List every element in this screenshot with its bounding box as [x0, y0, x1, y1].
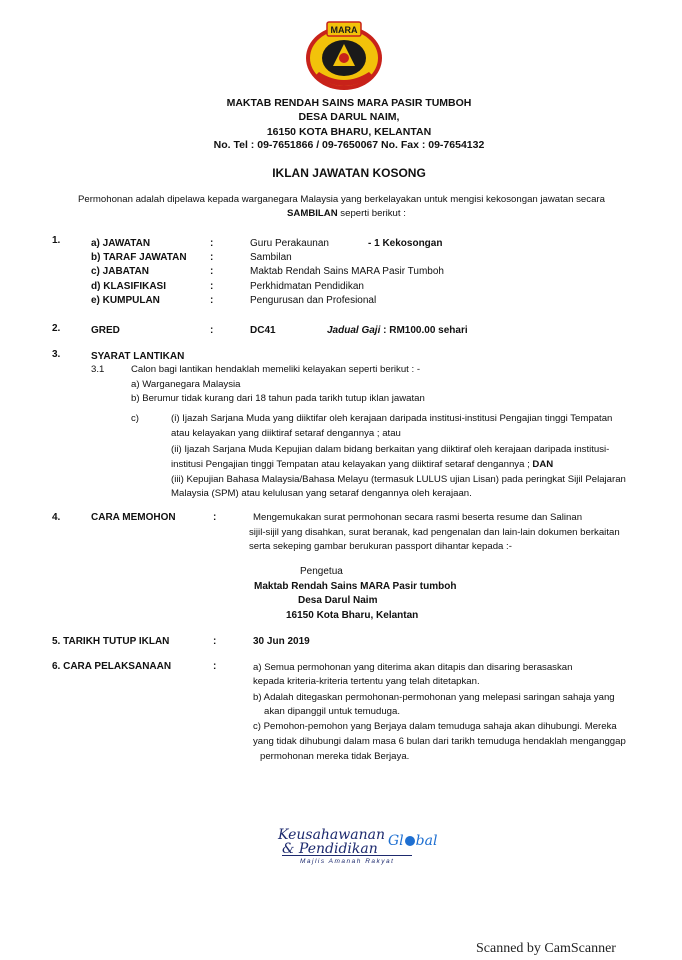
- footer-logo-global: [388, 833, 437, 849]
- row-taraf-value: Sambilan: [250, 252, 292, 263]
- pelaksanaan-b-line-2: akan dipanggil untuk temuduga.: [264, 706, 401, 717]
- pelaksanaan-c-line-3: permohonan mereka tidak Berjaya.: [260, 751, 410, 762]
- syarat-sub-number: 3.1: [91, 364, 105, 375]
- intro-bold-word: SAMBILAN: [287, 208, 338, 219]
- school-postcode: 16150 KOTA BHARU, KELANTAN: [266, 126, 432, 138]
- syarat-c-iii-line-1: (iii) Kepujian Bahasa Malaysia/Bahasa Melayu (termasuk LULUS ujian Lisan) pada peringkat Sijil Pelajaran: [171, 474, 626, 485]
- address-pengetua: Pengetua: [300, 566, 343, 577]
- gred-label: GRED: [91, 325, 120, 336]
- section-3-number: 3.: [52, 349, 61, 360]
- footer-logo-word-1: Keusahawanan: [278, 827, 385, 843]
- section-1-number: 1.: [52, 235, 61, 246]
- jadual-gaji: [327, 325, 468, 336]
- section-4-number: 4.: [52, 512, 61, 523]
- address-postcode: 16150 Kota Bharu, Kelantan: [286, 610, 419, 621]
- syarat-c-i-line-2: atau kelayakan yang diiktiraf setaraf dengannya ; atau: [171, 428, 401, 439]
- cara-memohon-label: CARA MEMOHON: [91, 512, 176, 523]
- address-desa: Desa Darul Naim: [298, 595, 378, 606]
- jadual-gaji-label: Jadual Gaji: [327, 325, 381, 336]
- row-jawatan-label: a) JAWATAN: [91, 238, 151, 249]
- syarat-title: SYARAT LANTIKAN: [91, 351, 185, 362]
- address-school: Maktab Rendah Sains MARA Pasir tumboh: [254, 581, 457, 592]
- cara-memohon-line-3: serta sekeping gambar berukuran passport dihantar kepada :-: [249, 541, 512, 552]
- syarat-a: a) Warganegara Malaysia: [131, 379, 241, 390]
- mara-crest-icon: [303, 18, 385, 93]
- syarat-c-i-line-1: (i) Ijazah Sarjana Muda yang diiktifar oleh kerajaan daripada institusi-institusi Pengajian tinggi Tempatan: [171, 413, 613, 424]
- footer-logo-bal: bal: [415, 833, 438, 849]
- pelaksanaan-c-line-1: c) Pemohon-pemohon yang Berjaya dalam temuduga sahaja akan dihubungi. Mereka: [253, 721, 617, 732]
- syarat-c-iii-line-2: Malaysia (SPM) atau kelulusan yang setaraf dengannya oleh kerajaan.: [171, 488, 472, 499]
- page-title: IKLAN JAWATAN KOSONG: [272, 166, 426, 180]
- row-jabatan-colon: :: [210, 266, 214, 277]
- syarat-c-ii-line-1: (ii) Ijazah Sarjana Muda Kepujian dalam bidang berkaitan yang diiktiraf oleh kerajaan daripada institusi-: [171, 444, 610, 455]
- cara-memohon-colon: :: [213, 512, 217, 523]
- row-kumpulan-colon: :: [210, 295, 214, 306]
- school-area: DESA DARUL NAIM,: [298, 111, 400, 123]
- row-klasifikasi-value: Perkhidmatan Pendidikan: [250, 281, 364, 292]
- syarat-c-label: c): [131, 413, 139, 424]
- tarikh-tutup-label: 5. TARIKH TUTUP IKLAN: [52, 636, 170, 647]
- cara-memohon-line-1: Mengemukakan surat permohonan secara rasmi beserta resume dan Salinan: [253, 512, 583, 523]
- row-jawatan-value: Guru Perakaunan: [250, 238, 329, 249]
- section-2-number: 2.: [52, 323, 61, 334]
- row-jabatan-value: Maktab Rendah Sains MARA Pasir Tumboh: [250, 266, 444, 277]
- logo-top-text: MARA: [330, 25, 358, 35]
- syarat-b: b) Berumur tidak kurang dari 18 tahun pada tarikh tutup iklan jawatan: [131, 393, 425, 404]
- globe-icon: [405, 836, 415, 846]
- row-klasifikasi-label: d) KLASIFIKASI: [91, 281, 166, 292]
- camscanner-watermark: Scanned by CamScanner: [476, 941, 616, 956]
- intro-line-1: Permohonan adalah dipelawa kepada warganegara Malaysia yang berkelayakan untuk mengisi kekosongan jawatan secara: [78, 194, 605, 205]
- cara-memohon-line-2: sijil-sijil yang disahkan, surat beranak, kad pengenalan dan lain-lain dokumen berkaitan: [249, 527, 620, 538]
- syarat-c-ii-text: institusi Pengajian tinggi Tempatan atau kelayakan yang diiktiraf setaraf dengannya ;: [171, 459, 530, 470]
- row-jawatan-vacancy: - 1 Kekosongan: [368, 238, 443, 249]
- syarat-sub-text: Calon bagi lantikan hendaklah memeliki kelayakan seperti berikut : -: [131, 364, 421, 375]
- tarikh-tutup-value: 30 Jun 2019: [253, 636, 310, 647]
- cara-pelaksanaan-colon: :: [213, 661, 217, 672]
- footer-logo-gl: Gl: [388, 833, 404, 849]
- cara-pelaksanaan-label: 6. CARA PELAKSANAAN: [52, 661, 172, 672]
- syarat-c-ii-line-2: [171, 459, 553, 470]
- jadual-gaji-value: : RM100.00 sehari: [383, 325, 468, 336]
- school-name: MAKTAB RENDAH SAINS MARA PASIR TUMBOH: [226, 97, 472, 109]
- school-phone-fax: No. Tel : 09-7651866 / 09-7650067 No. Fax : 09-7654132: [213, 139, 485, 151]
- pelaksanaan-a-line-2: kepada kriteria-kriteria tertentu yang telah ditetapkan.: [253, 676, 480, 687]
- gred-colon: :: [210, 325, 214, 336]
- row-kumpulan-label: e) KUMPULAN: [91, 295, 160, 306]
- footer-logo-tagline: Majlis Amanah Rakyat: [300, 858, 395, 865]
- footer-logo-divider: [282, 855, 412, 856]
- intro-rest: seperti berikut :: [337, 208, 406, 219]
- row-taraf-colon: :: [210, 252, 214, 263]
- row-klasifikasi-colon: :: [210, 281, 214, 292]
- row-kumpulan-value: Pengurusan dan Profesional: [250, 295, 377, 306]
- syarat-c-ii-dan: DAN: [529, 459, 554, 470]
- pelaksanaan-c-line-2: yang tidak dihubungi dalam masa 6 bulan dari tarikh temuduga hendaklah menganggap: [253, 736, 626, 747]
- row-jabatan-label: c) JABATAN: [91, 266, 149, 277]
- tarikh-tutup-colon: :: [213, 636, 217, 647]
- gred-value: DC41: [250, 325, 276, 336]
- row-jawatan-colon: :: [210, 238, 214, 249]
- pelaksanaan-b-line-1: b) Adalah ditegaskan permohonan-permohonan yang melepasi saringan sahaja yang: [253, 692, 615, 703]
- footer-logo-word-2: & Pendidikan: [282, 841, 378, 857]
- pelaksanaan-a-line-1: a) Semua permohonan yang diterima akan ditapis dan disaring berasaskan: [253, 662, 573, 673]
- intro-line-2: [287, 208, 406, 219]
- row-taraf-label: b) TARAF JAWATAN: [91, 252, 187, 263]
